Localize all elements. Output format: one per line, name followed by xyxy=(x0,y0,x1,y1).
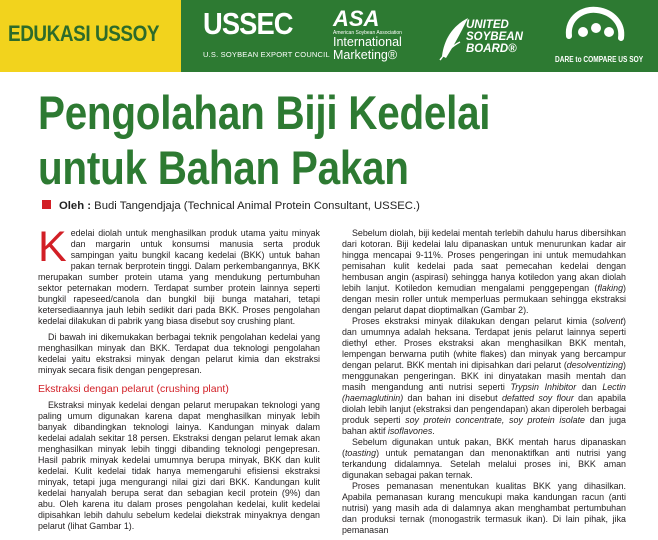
section-tag xyxy=(0,0,181,72)
drop-cap: K xyxy=(38,223,67,271)
paragraph: Proses pemanasan menentukan kualitas BKK yang dihasilkan. Apabila pemanasan kurang mencukupi maka kandungan racun (anti nutrisi) yang masih ada di dalamnya akan menghambat pertumbuhan dan produksi ternak (monogastrik termasuk ikan). Di lain pihak, jika pemanasan xyxy=(342,481,626,535)
paragraph: Ekstraksi minyak kedelai dengan pelarut merupakan teknologi yang paling umum digunakan karena dapat menghasilkan minyak lebih banyak dibandingkan teknologi lainya. Kandungan minyak dalam kedelai adalah sekitar 18 persen. Ekstraksi dengan pelarut lemak akan menghasilkan minyak lebih tinggi dibanding teknologi pengepresan. Hasil pabrik minyak kedelai umumnya berupa minyak, BKK dan kulit kedelai. Kulit kedelai tidak hanya memengaruhi efisiensi ekstraksi minyak, tetapi juga mengurangi nilai gizi dari BKK. Kandungan kulit kedelai hanyalah berupa serat dan sebagian kecil protein (9%) dan abu. Oleh karena itu dalam proses pengolahan kedelai, kulit kedelai dipisahkan lebih dahulu sebelum kedelai diekstrak minyaknya dengan pelarut (lihat Gambar 1). xyxy=(38,400,320,531)
article-title: Pengolahan Biji Kedelai untuk Bahan Pakan xyxy=(38,86,491,194)
asa-logo: ASA American Soybean Association International Marketing® xyxy=(333,6,402,62)
soybean-pod-icon xyxy=(561,6,631,52)
paragraph: Sebelum digunakan untuk pakan, BKK mentah harus dipanaskan (toasting) untuk pematangan dan menonaktifkan anti nutrisi yang terkandung didalamnya. Setelah melalui proses ini, BKK aman digunakan sebagai pakan ternak. xyxy=(342,437,626,480)
paragraph: Proses ekstraksi minyak dilakukan dengan pelarut kimia (solvent) dan umumnya adalah heksana. Terdapat jenis pelarut lainnya seperti diethyl ether. Proses ekstraksi akan menghasilkan BKK mentah, lempengan berwarna putih (white flakes) dan minyak yang bercampur dengan pelarut. BKK mentah ini dipisahkan dari pelarut (desolventizing) menggunakan pengeringan. BKK ini dinyatakan masih mentah dan masih mengandung anti nutrisi seperti Trypsin Inhibitor dan Lectin (haemaglutinin) dan bahan ini disebut defatted soy flour dan apabila diolah lebih lanjut (ekstraksi dan pengendapan) akan diperoleh berbagai produk seperti soy protein concentrate, soy protein isolate dan juga bahan aktif isoflavones. xyxy=(342,316,626,436)
paragraph: Kedelai diolah untuk menghasilkan produk utama yaitu minyak dan margarin untuk konsumsi manusia serta produk sampingan yaitu bungkil kacang kedelai (BKK) untuk bahan pakan ternak berprotein tinggi. Dalam perkembangannya, BKK merupakan sumber protein utama yang mendukung pertumbuhan sektor peternakan modern. Terdapat sumber protein lainnya seperti bungkil rapeseed/canola dan bungkil biji bunga matahari, tetapi ketersediaannya jauh lebih sedikit dari pada BKK. Proses pengolahan kedelai dilakukan di pabrik yang biasa disebut soy crushing plant. xyxy=(38,223,320,326)
section-heading: Ekstraksi dengan pelarut (crushing plant) xyxy=(38,383,229,395)
paragraph: Di bawah ini dikemukakan berbagai teknik pengolahan kedelai yang menghasilkan minyak dan BKK. Terdapat dua teknologi pengolahan kedelai yaitu ekstraksi minyak dengan pelarut kimia dan ekstraksi minyak secara fisik dengan pengepresan. xyxy=(38,332,320,375)
header-banner: EDUKASI USSOY USSEC U.S. SOYBEAN EXPORT COUNCIL ASA American Soybean Association International Marketing® UNITED SOYBEAN BOARD® DARE to COMPARE US SOY xyxy=(0,0,658,72)
left-column xyxy=(38,223,320,532)
paragraph: Sebelum diolah, biji kedelai mentah terlebih dahulu harus dibersihkan dari kotoran. Biji kedelai lalu dipanaskan untuk menurunkan kadar air hingga mencapai 9-11%. Proses pengeringan ini untuk memudahkan pemisahan kulit kedelai pada saat pemecahan kedelai dengan hembusan angin (aspirasi) sehingga hanya kotiledon yang akan diolah lebih lanjut. Kotiledon kemudian mengalami penggepengan (flaking) dengan mesin roller untuk memperluas permukaan sehingga ekstraksi dengan pelarut dapat dioptimalkan (Gambar 2). xyxy=(342,228,626,315)
bullet-square-icon xyxy=(42,200,51,209)
ussec-logo: USSEC U.S. SOYBEAN EXPORT COUNCIL xyxy=(203,6,330,59)
author-byline: Oleh : Budi Tangendjaja (Technical Animal Protein Consultant, USSEC.) xyxy=(42,200,420,212)
right-column xyxy=(342,228,626,536)
section-tag-label: EDUKASI USSOY xyxy=(8,21,160,46)
